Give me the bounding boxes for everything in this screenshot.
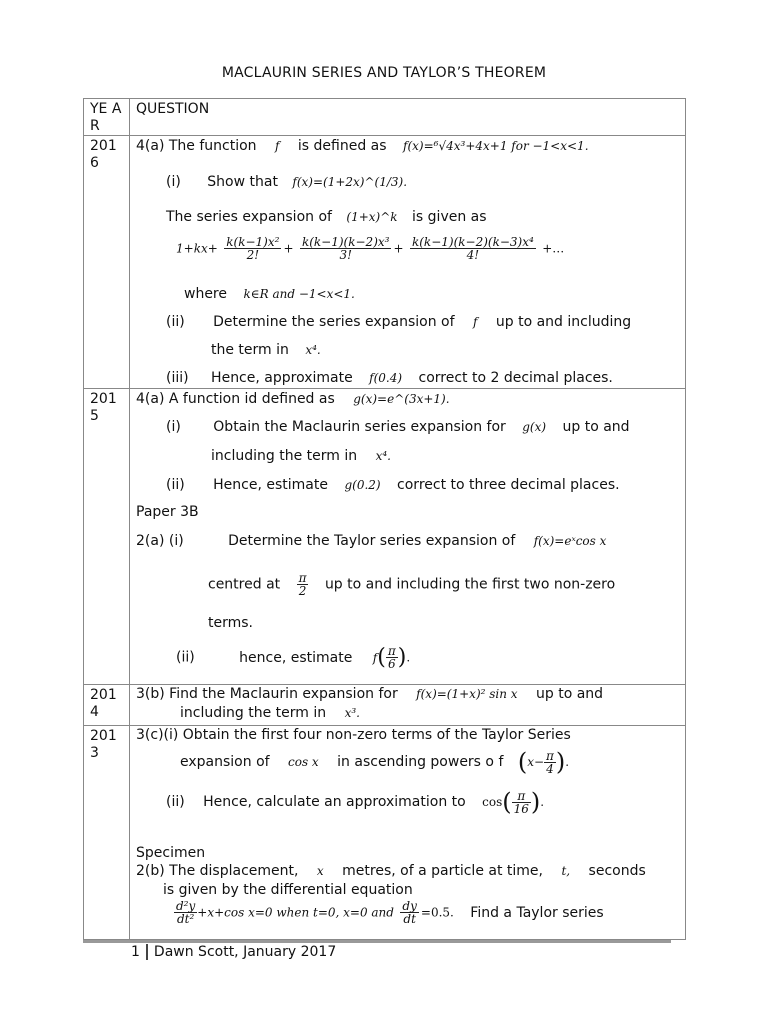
table-row [84, 136, 686, 389]
page-title: MACLAURIN SERIES AND TAYLOR’S THEOREM [221, 65, 547, 81]
footer-author: Dawn Scott, January 2017 [153, 944, 337, 960]
series-expansion: 1+kx+ $\frac{\text{k(k−1)x²}}{2!}$ + $\frac{\text{k(k−1)(k−2)x³}}{3!}$ + $\frac{\text{k(k−1)(k−2)(k−3)x⁴}}{4!}$ +… [176, 235, 565, 262]
question-cell: 4(a) The function f is defined as f(x)=⁶√4x³+4x+1 for −1<x<1. (i) Show that f(x)=(1+2x)^(1/3). The series expansion of (1+x)^k is given as 1+kx+ $\frac{\text{k(k−1)x²}}{2!}$ + $\frac{\text{k(k−1)(k−2)x³}}{3!}$ + $\frac{\text{k(k−1)(k−2)(k−3)x⁴}}{4!}$ +… where k∈R and −1<x<1. (ii) Determine the series expansion of f up to and including the term in x⁴. (iii) Hence, approximate f(0.4) correct to 2 decimal places. [130, 136, 686, 389]
question-cell: 3(c)(i) Obtain the first four non-zero terms of the Taylor Series expansion of cos x in ascending powers o f (x− $\frac{\pi}{4}$ ). (ii) Hence, calculate an approximation to cos( $\frac{\pi}{16}$ ). Specimen 2(b) The displacement, x metres, of a particle at time, t, seconds is given by the differential equation $\frac{\text{d²y}}{\text{dt²}}$ +x+cos x=0 when t=0, x=0 and $\frac{dy}{dt}$ =0.5. Find a Taylor series [130, 726, 686, 940]
year-cell: 201 6 [84, 136, 130, 389]
table-header-row [84, 99, 686, 136]
year-cell: 201 4 [84, 685, 130, 726]
question-table [83, 98, 686, 940]
question-cell: 4(a) A function id defined as g(x)=e^(3x+1). (i) Obtain the Maclaurin series expansion for g(x) up to and including the term in x⁴. (ii) Hence, estimate g(0.2) correct to three decimal places. Paper 3B 2(a) (i) Determine the Taylor series expansion of f(x)=eˣcos x centred at $\frac{\pi}{2}$ up to and including the first two non-zero terms. (ii) hence, estimate f( $\frac{\pi}{6}$ ). [130, 389, 686, 685]
table-row [84, 726, 686, 940]
year-cell: 201 3 [84, 726, 130, 940]
question-cell: 3(b) Find the Maclaurin expansion for f(x)=(1+x)² sin x up to and including the term in x³. [130, 685, 686, 726]
page-number: 1 [131, 944, 148, 960]
year-header: YE AR [84, 99, 130, 136]
table-row [84, 685, 686, 726]
table-row [84, 389, 686, 685]
page-footer [131, 944, 336, 960]
year-cell: 201 5 [84, 389, 130, 685]
differential-equation: $\frac{\text{d²y}}{\text{dt²}}$ +x+cos x=0 when t=0, x=0 and $\frac{dy}{dt}$ =0.5. Find a Taylor series [176, 899, 604, 926]
question-header: QUESTION [130, 99, 686, 136]
footer-divider [83, 940, 671, 943]
function-definition-math: f(x)=⁶√4x³+4x+1 for −1<x<1. [403, 139, 589, 153]
